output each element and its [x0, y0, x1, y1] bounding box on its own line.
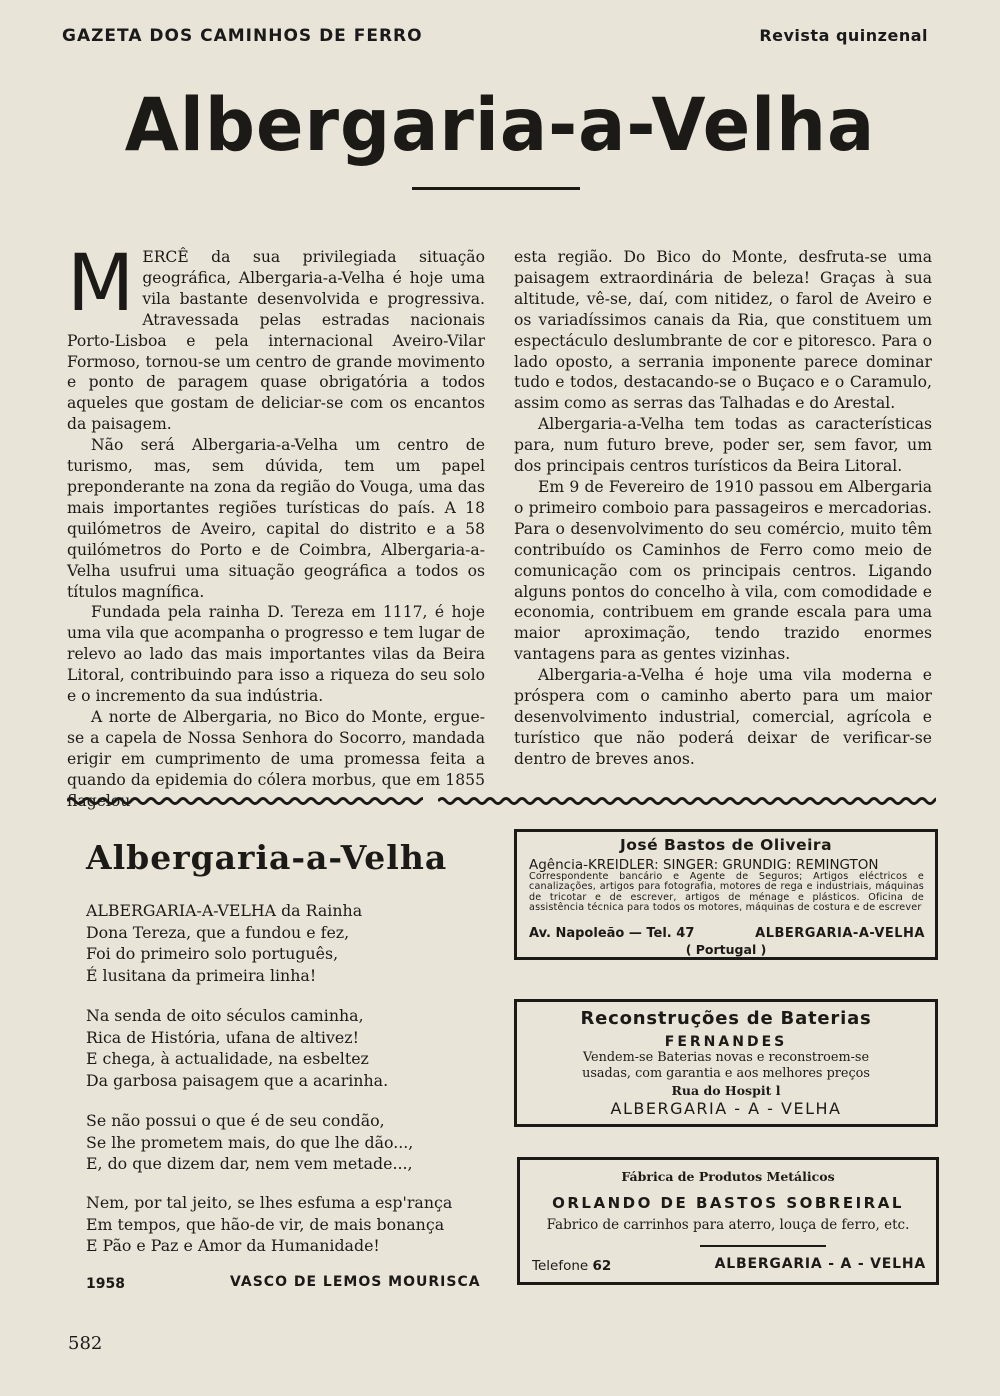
ad-address: Rua do Hospit l	[671, 1083, 781, 1098]
article-paragraph: Não será Albergaria-a-Velha um centro de turismo, mas, sem dúvida, tem um papel preponderante na zona da região do Vouga, uma das mais importantes regiões turísticas do país. A 18 quilómetros de Aveiro, capital do distrito e a 58 quilómetros do Porto e de Coimbra, Albergaria-a-Velha usufrui uma situação geográfica a todos os títulos magnífica.	[67, 436, 485, 601]
ad-description-line: usadas, com garantia e aos melhores preços	[582, 1066, 870, 1081]
ad-business-name: Reconstruções de Baterias	[580, 1008, 872, 1029]
poem-stanza	[86, 1110, 413, 1175]
poem-line: É lusitana da primeira linha!	[86, 965, 317, 985]
poem-line: Na senda de oito séculos caminha,	[86, 1006, 364, 1025]
poem-line: Foi do primeiro solo português,	[86, 944, 339, 963]
poem-stanza	[86, 1192, 452, 1257]
poem-title: Albergaria-a-Velha	[86, 838, 448, 877]
title-rule	[412, 187, 580, 190]
ad-description	[517, 1050, 935, 1082]
article-right-column	[514, 247, 932, 770]
ad-heading: Fábrica de Produtos Metálicos	[621, 1169, 835, 1184]
ad-description: Correspondente bancário e Agente de Seguros; Artigos eléctricos e canalizações, artigos para fotografia, motores de rega e industriais, máquinas de tricotar e de escrever, artigos de ménage e plásticos. Oficina de assistência técnica para todos os motores, máquinas de costura e de escrever	[529, 871, 924, 914]
poem-line: Da garbosa paisagem que a acarinha.	[86, 1070, 389, 1090]
ad-baterias	[514, 999, 938, 1127]
ad-phone	[532, 1258, 611, 1274]
ad-rule	[700, 1245, 826, 1247]
ad-description-line: Vendem-se Baterias novas e reconstroem-se	[582, 1050, 870, 1065]
poem-line: Em tempos, que hão-de vir, de mais bonança	[86, 1214, 445, 1234]
page-number: 582	[68, 1333, 103, 1354]
ad-phone-label: Telefone	[532, 1258, 589, 1274]
ad-jose-bastos	[514, 829, 938, 960]
poem-line: Se lhe prometem mais, do que lhe dão...,	[86, 1132, 414, 1152]
ad-town: ALBERGARIA - A - VELHA	[714, 1256, 926, 1272]
ad-address: Av. Napoleão — Tel. 47	[529, 926, 695, 941]
ad-business-name: José Bastos de Oliveira	[619, 836, 833, 854]
ad-orlando-sobreiral	[517, 1157, 939, 1285]
article-paragraph: A norte de Albergaria, no Bico do Monte, ergue-se a capela de Nossa Senhora do Socorro, mandada erigir em cumprimento de uma promessa feita a quando da epidemia do cólera morbus, que em 1855 flagelou	[67, 707, 485, 810]
poem-year: 1958	[86, 1276, 125, 1292]
drop-cap: M	[67, 239, 135, 329]
wavy-divider	[67, 795, 423, 807]
article-paragraph: Em 9 de Fevereiro de 1910 passou em Albergaria o primeiro comboio para passageiros e mercadorias. Para o desenvolvimento do seu comércio, muito têm contribuído os Caminhos de Ferro como meio de comunicação com os principais centros. Ligando alguns pontos do concelho à vila, com comodidade e economia, contribuem em grande escala para uma maior aproximação, tendo trazido enormes vantagens para as gentes vizinhas.	[514, 477, 932, 664]
article-paragraph: ERCÊ da sua privilegiada situação geográfica, Albergaria-a-Velha é hoje uma vila bastante desenvolvida e progressiva. Atravessada pelas estradas nacionais Porto-Lisboa e pela internacional Aveiro-Vilar Formoso, tornou-se um centro de grande movimento e ponto de paragem quase obrigatória a todos aqueles que gostam de deliciar-se com os encantos da paisagem.	[67, 248, 485, 434]
poem-line: ALBERGARIA-A-VELHA da Rainha	[86, 901, 363, 920]
poem-line: E chega, à actualidade, na esbeltez	[86, 1049, 369, 1068]
article-paragraph: Albergaria-a-Velha é hoje uma vila moderna e próspera com o caminho aberto para um maior desenvolvimento industrial, comercial, agrícola e turístico que não poderá deixar de verificar-se dentro de breves anos.	[514, 666, 932, 768]
poem-line: Se não possui o que é de seu condão,	[86, 1111, 385, 1130]
article-left-column	[67, 239, 485, 811]
ad-description: Fabrico de carrinhos para aterro, louça de ferro, etc.	[546, 1217, 910, 1233]
ad-agency-line: Agência-KREIDLER: SINGER: GRUNDIG: REMINGTON	[529, 857, 879, 873]
article-title: Albergaria-a-Velha	[124, 81, 876, 169]
article-paragraph: esta região. Do Bico do Monte, desfruta-se uma paisagem extraordinária de beleza! Graças à sua altitude, vê-se, daí, com nitidez, o farol de Aveiro e os variadíssimos canais da Ria, que constituem um espectáculo deslumbrante de cor e pitoresco. Para o lado oposto, a serrania imponente parece dominar tudo e todos, destacando-se o Buçaco e o Caramulo, assim como as serras das Talhadas e do Arestal.	[514, 248, 932, 413]
poem-line: Dona Tereza, que a fundou e fez,	[86, 922, 350, 942]
poem-line: Rica de História, ufana de altivez!	[86, 1027, 359, 1047]
poem-line: E, do que dizem dar, nem vem metade...,	[86, 1154, 413, 1173]
publication-name: GAZETA DOS CAMINHOS DE FERRO	[62, 26, 423, 46]
poem-author: VASCO DE LEMOS MOURISCA	[230, 1274, 481, 1290]
poem-line: Nem, por tal jeito, se lhes esfuma a esp'rança	[86, 1193, 453, 1212]
poem-stanza	[86, 1005, 388, 1091]
poem-stanza	[86, 900, 362, 986]
article-paragraph: Albergaria-a-Velha tem todas as características para, num futuro breve, poder ser, sem favor, um dos principais centros turísticos da Beira Litoral.	[514, 415, 932, 476]
wavy-divider	[438, 795, 936, 807]
article-paragraph: Fundada pela rainha D. Tereza em 1117, é hoje uma vila que acompanha o progresso e tem lugar de relevo ao lado das mais importantes vilas da Beira Litoral, contribuindo para isso a riqueza do seu solo e o incremento da sua indústria.	[67, 603, 485, 706]
publication-frequency: Revista quinzenal	[759, 26, 928, 45]
ad-phone-number: 62	[592, 1258, 612, 1274]
poem-line: E Pão e Paz e Amor da Humanidade!	[86, 1236, 380, 1255]
ad-town: ALBERGARIA-A-VELHA	[755, 926, 925, 941]
ad-town: ALBERGARIA - A - VELHA	[610, 1099, 842, 1118]
ad-owner-name: FERNANDES	[664, 1034, 788, 1050]
ad-business-name: ORLANDO DE BASTOS SOBREIRAL	[552, 1194, 904, 1212]
ad-country: ( Portugal )	[685, 942, 767, 957]
